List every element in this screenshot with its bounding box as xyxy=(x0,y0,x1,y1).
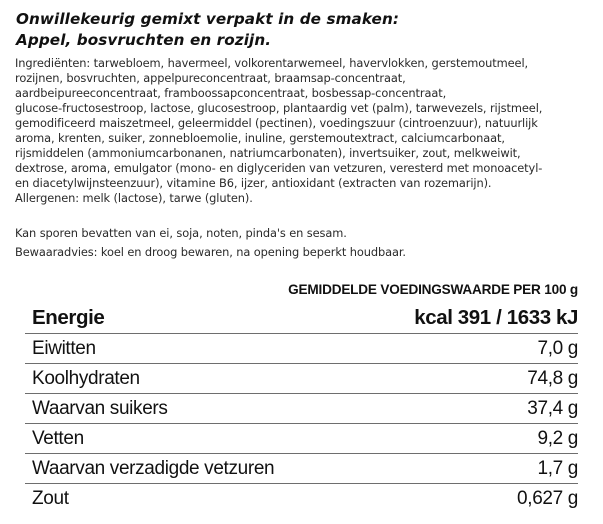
nutrient-label: Waarvan verzadigde vetzuren xyxy=(25,454,302,484)
allergen-statement: Allergenen: melk (lactose), tarwe (gluten). xyxy=(15,191,253,206)
flavour-header xyxy=(16,9,586,50)
nutrient-value: 1,7 g xyxy=(302,454,579,484)
ingredients-line: aroma, krenten, suiker, zonnebloemolie, inuline, gerstemoutextract, calciumcarbonaat, xyxy=(15,131,505,146)
nutrient-value: 37,4 g xyxy=(302,394,579,424)
nutrient-value: 9,2 g xyxy=(302,424,579,454)
flavour-header-line-2: Appel, bosvruchten en rozijn. xyxy=(16,30,272,49)
nutrient-value: 7,0 g xyxy=(302,334,579,364)
nutrient-value: kcal 391 / 1633 kJ xyxy=(302,303,579,334)
notes-block xyxy=(15,224,593,261)
nutrient-value: 0,627 g xyxy=(517,488,578,509)
nutrient-label: Energie xyxy=(25,303,302,334)
nutrient-label: Koolhydraten xyxy=(25,364,302,394)
nutrition-table-caption: GEMIDDELDE VOEDINGSWAARDE PER 100 g xyxy=(288,282,578,297)
ingredients-line: glucose-fructosestroop, lactose, glucosestroop, plantaardig vet (palm), tarwevezels, rijstmeel, xyxy=(15,101,543,116)
nutrition-values-table xyxy=(25,303,578,513)
table-row xyxy=(25,364,578,394)
nutrient-label: Eiwitten xyxy=(25,334,302,364)
table-row xyxy=(25,424,578,454)
table-row xyxy=(25,484,578,514)
ingredients-line: dextrose, aroma, emulgator (mono- en diglyceriden van vetzuren, veresterd met monoacetyl- xyxy=(15,161,543,176)
table-row xyxy=(25,303,578,334)
nutrient-label: Waarvan suikers xyxy=(25,394,302,424)
nutrient-label: Vetten xyxy=(25,424,302,454)
ingredients-line: aardbeipureeconcentraat, framboossapconcentraat, bosbessap-concentraat, xyxy=(15,86,447,101)
table-row xyxy=(25,334,578,364)
traces-statement: Kan sporen bevatten van ei, soja, noten, pinda's en sesam. xyxy=(15,226,347,240)
ingredients-block xyxy=(15,56,593,206)
ingredients-line: Ingrediënten: tarwebloem, havermeel, volkorentarwemeel, havervlokken, gerstemoutmeel, xyxy=(15,56,529,70)
ingredients-line: en diacetylwijnsteenzuur), vitamine B6, ijzer, antioxidant (extracten van rozemarijn). xyxy=(15,176,492,191)
nutrient-value: 74,8 g xyxy=(302,364,579,394)
flavour-header-line-1: Onwillekeurig gemixt verpakt in de smaken: xyxy=(16,10,400,28)
nutrition-table xyxy=(25,282,578,513)
ingredients-paragraph xyxy=(15,56,593,206)
nutrient-label: Zout xyxy=(32,488,69,509)
ingredients-line: rijsmiddelen (ammoniumcarbonanen, natriumcarbonaten), invertsuiker, zout, melkweiwit, xyxy=(15,146,521,161)
ingredients-line: rozijnen, bosvruchten, appelpureconcentraat, braamsap-concentraat, xyxy=(15,71,406,86)
table-row xyxy=(25,454,578,484)
storage-advice: Bewaaradvies: koel en droog bewaren, na opening beperkt houdbaar. xyxy=(15,244,406,259)
table-row xyxy=(25,394,578,424)
ingredients-line: gemodificeerd maiszetmeel, geleermiddel (pectinen), voedingszuur (cintroenzuur), natuurlijk xyxy=(15,116,538,131)
